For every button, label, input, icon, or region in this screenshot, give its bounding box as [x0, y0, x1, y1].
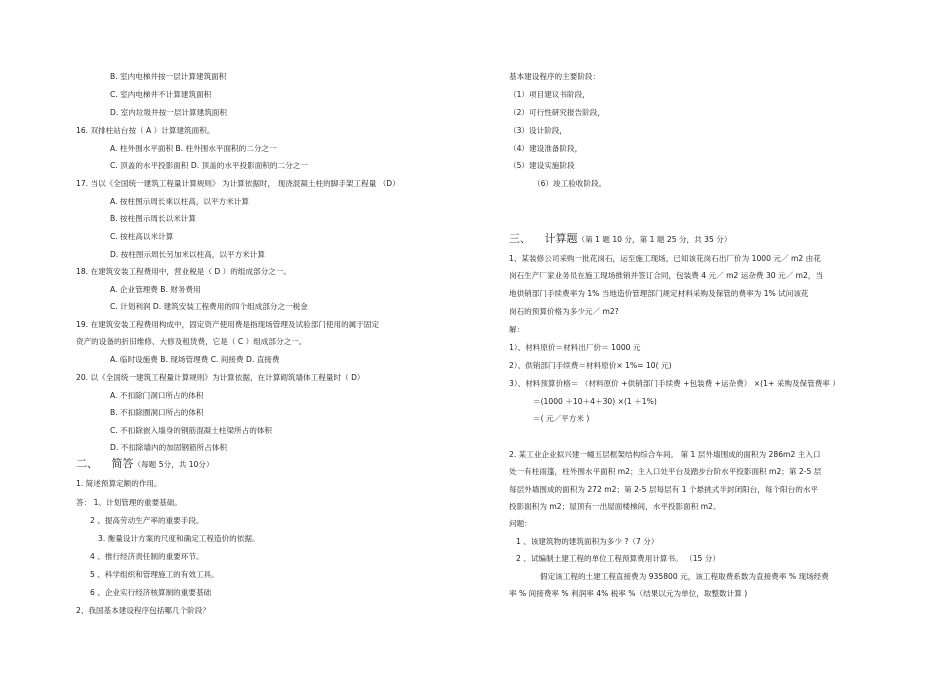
right-line: 岗石的预算价格为多少元／ m2?	[509, 307, 619, 316]
left-line: D. 室内垃圾井按一层计算建筑面积	[110, 108, 227, 117]
left-line: C. 计划利润 D. 建筑安装工程费用的四个组成部分之一税金	[110, 302, 308, 311]
right-line: （6）竣工验收阶段。	[533, 179, 607, 188]
right-line: 假定该工程的土建工程直接费为 935800 元，该工程取费系数为直接费率 % 现场经费	[540, 572, 829, 581]
right-line: （3）设计阶段，	[509, 126, 567, 135]
right-line: 问题：	[509, 519, 532, 528]
right-line: 1、某装修公司采购一批花岗石，运至施工现场，已知该花岗石出厂价为 1000 元／ m2 由花	[509, 254, 821, 263]
left-line: 18. 在建筑安装工程费用中，营业税是（ D ）的组成部分之一。	[76, 267, 292, 276]
left-line: 6 、企业实行经济核算制的重要基础	[90, 588, 212, 597]
section-heading	[76, 457, 214, 472]
left-line: 20. 以《全国统一建筑工程量计算规则》为计算依据，在计算砌筑墙体工程量时（ D）	[76, 373, 365, 382]
left-line: A. 柱外围水平面积 B. 柱外围水平面积的二分之一	[110, 144, 277, 153]
left-line: A. 不扣除门洞口所占的体积	[110, 391, 204, 400]
left-line: 4 、推行经济责任制的重要环节。	[90, 552, 204, 561]
right-line: ＝( 元／平方米 )	[533, 414, 590, 423]
left-line: 2、我国基本建设程序包括哪几个阶段？	[76, 606, 210, 615]
right-line: 2 、试编制土建工程的单位工程预算费用计算书。 （15 分）	[516, 554, 720, 563]
left-line: 2 、提高劳动生产率的重要手段。	[90, 516, 204, 525]
left-line: 1. 简述预算定额的作用。	[76, 479, 162, 488]
right-line: 3）、材料预算价格＝ （材料原价 +供销部门手续费 +包装费 +运杂费） ×(1+ 采购及保管费率 ）	[509, 379, 840, 388]
right-line: （1）项目建议书阶段，	[509, 90, 590, 99]
right-line: 地供销部门手续费率为 1% 当地造价管理部门规定材料采购及保管的费率为 1% 试问该花	[509, 289, 809, 298]
left-line: 16. 双排柱站台按（ A ）计算建筑面积。	[76, 126, 215, 135]
left-line: 5 、科学组织和管理施工的有效工具。	[90, 570, 219, 579]
right-line: 投影面积为 m2；屋顶有一出屋面楼梯间，水平投影面积 m2。	[509, 502, 721, 511]
left-line: A. 企业管理费 B. 财务费用	[110, 285, 201, 294]
left-line: C. 室内电梯井不计算建筑面积	[110, 90, 212, 99]
right-line: ＝(1000 ＋10＋4＋30) ×(1 ＋1%)	[533, 397, 657, 406]
left-line: 3. 衡量设计方案的尺度和确定工程造价的依据。	[98, 534, 260, 543]
section-number: 二、	[76, 457, 102, 470]
left-line: 资产的设备的折旧维修、大修及租赁费，它是（ C ）组成部分之一。	[76, 337, 307, 346]
section-number: 三、	[509, 232, 535, 245]
right-line: 每层外墙围成的面积为 272 m2；第 2-5 层每层有 1 个悬挑式半封闭阳台，每个阳台的水平	[509, 485, 819, 494]
section-title: 计算题	[544, 232, 578, 245]
left-line: C. 不扣除嵌入墙身的钢筋混凝土柱梁所占的体积	[110, 426, 273, 435]
section-heading	[509, 232, 731, 247]
left-line: 19. 在建筑安装工程费用构成中，固定资产使用费是指现场管理及试验部门使用的属于固定	[76, 320, 380, 329]
right-line: 1 、该建筑物的建筑面积为多少 ?（7 分）	[516, 537, 659, 546]
right-line: 处一有柱雨篷，柱外围水平面积 m2；主入口处平台及踏步台阶水平投影面积 m2；第 2-5 层	[509, 467, 822, 476]
right-line: 岗石生产厂家业务员在施工现场推销并签订合同，包装费 4 元／ m2 运杂费 30 元／ m2，当	[509, 271, 824, 280]
left-line: A. 按柱图示周长乘以柱高，以平方米计算	[110, 197, 249, 206]
left-line: B. 室内电梯井按一层计算建筑面积	[110, 72, 227, 81]
right-line: 基本建设程序的主要阶段：	[509, 72, 601, 81]
left-line: C. 按柱高以米计算	[110, 232, 174, 241]
left-line: 答： 1、计划管理的重要基础。	[76, 498, 182, 507]
section-note: （第 1 题 10 分，第 1 题 25 分，共 35 分）	[577, 235, 732, 244]
section-note: （每题 5分，共 10分）	[133, 460, 214, 469]
left-line: D. 不扣除墙内的加固钢筋所占体积	[110, 443, 227, 452]
section-title: 简答	[111, 457, 134, 470]
right-line: 解：	[509, 325, 525, 334]
left-line: B. 按柱图示周长以米计算	[110, 214, 196, 223]
right-line: （4）建设准备阶段，	[509, 144, 583, 153]
right-line: 率 % 间接费率 % 利润率 4% 税率 %（结果以元为单位，取整数计算 )	[509, 589, 748, 598]
right-line: （2）可行性研究报告阶段，	[509, 108, 605, 117]
left-line: D. 按柱图示周长另加米以柱高，以平方米计算	[110, 250, 265, 259]
left-line: 17. 当以《全国统一建筑工程量计算规则》 为计算依据时， 现浇混凝土柱的脚手架工程量 （D）	[76, 179, 400, 188]
right-line: 2. 某工业企业拟兴建一幢五层框架结构综合车间。 第 1 层外墙围成的面积为 286m2 主入口	[509, 450, 821, 459]
right-line: （5）建设实施阶段	[509, 161, 575, 170]
left-line: B. 不扣除圈洞口所占的体积	[110, 408, 204, 417]
right-line: 1）、材料原价＝材料出厂价＝ 1000 元	[509, 343, 641, 352]
right-line: 2）、供销部门手续费＝材料原价× 1%= 10( 元)	[509, 361, 672, 370]
left-line: C. 顶盖的水平投影面积 D. 顶盖的水平投影面积的二分之一	[110, 161, 308, 170]
left-line: A. 临时设施费 B. 现场管理费 C. 间接费 D. 直接费	[110, 355, 280, 364]
